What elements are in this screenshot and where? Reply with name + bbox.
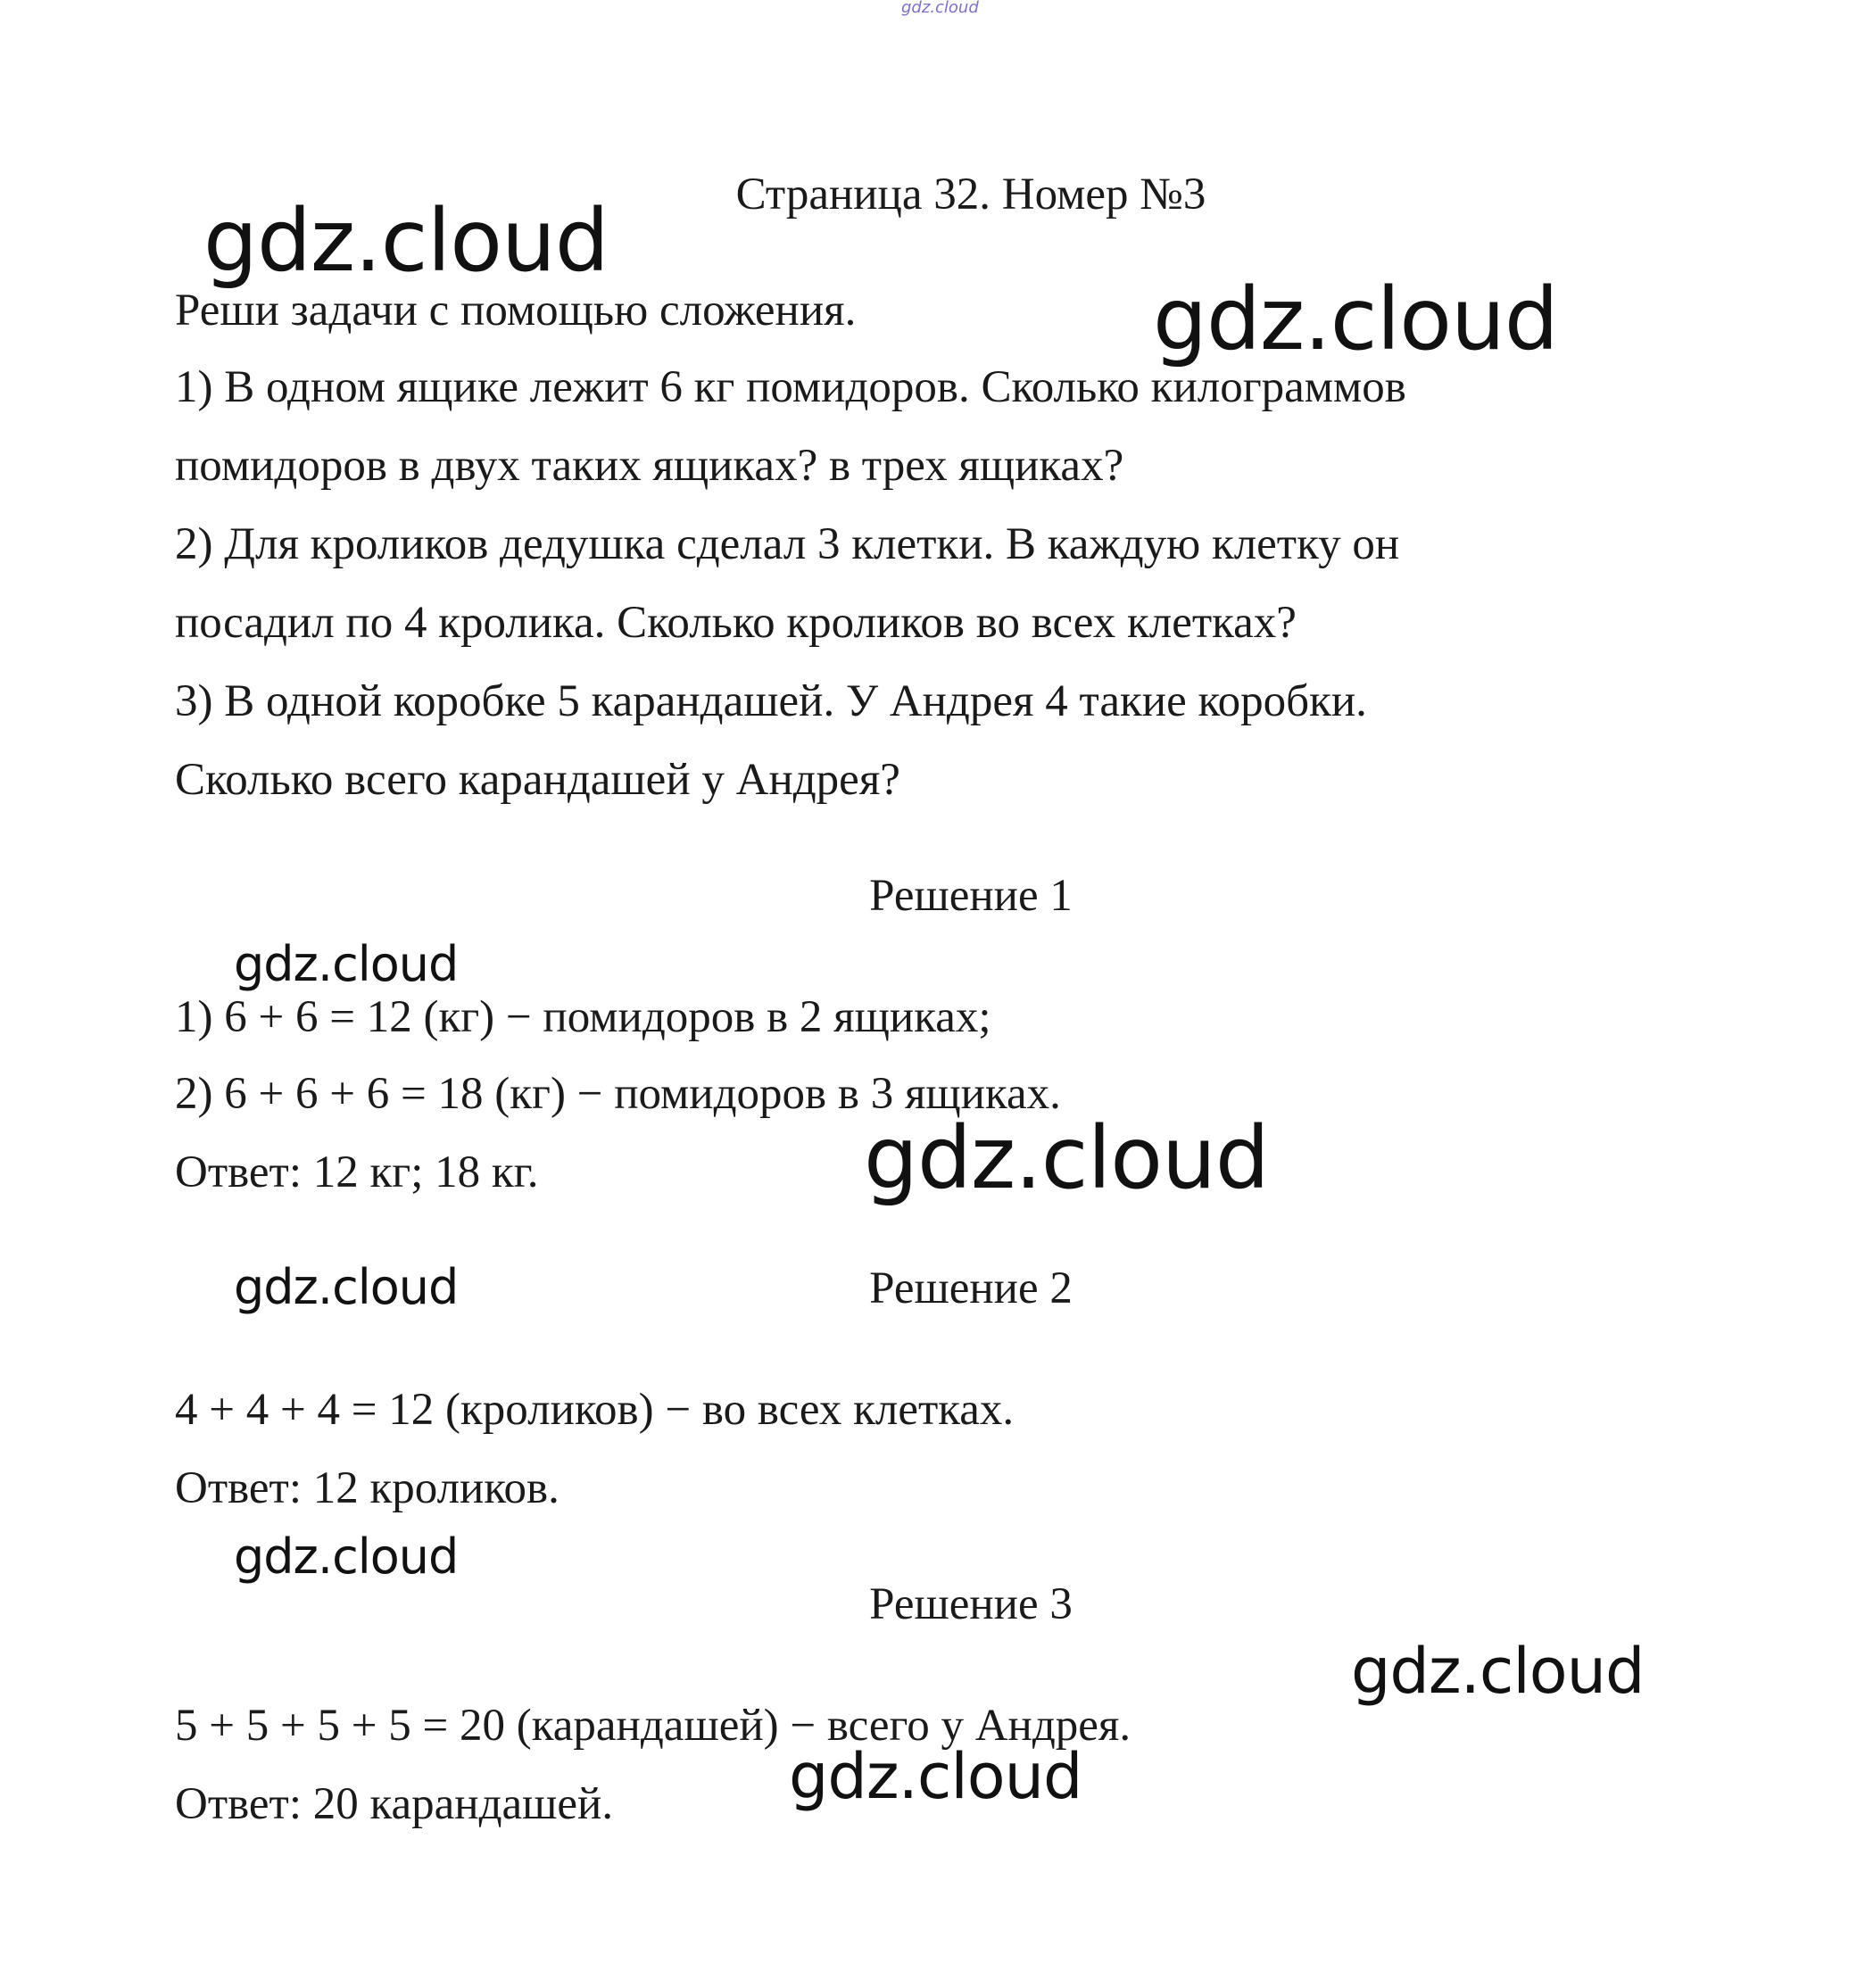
solution-answer: Ответ: 12 кг; 18 кг. [175, 1147, 539, 1197]
watermark: gdz.cloud [864, 1108, 1269, 1208]
task-intro: Реши задачи с помощью сложения. [175, 286, 857, 335]
watermark: gdz.cloud [789, 1740, 1082, 1813]
page-title: Страница 32. Номер №3 [735, 170, 1206, 220]
watermark: gdz.cloud [234, 936, 459, 992]
task-line: 2) Для кроликов дедушка сделал 3 клетки. В каждую клетку он [175, 519, 1400, 569]
solution-line: 5 + 5 + 5 + 5 = 20 (карандашей) − всего у Андрея. [175, 1701, 1131, 1751]
solution-heading: Решение 1 [869, 871, 1073, 921]
solution-answer: Ответ: 12 кроликов. [175, 1463, 560, 1513]
watermark: gdz.cloud [203, 191, 609, 291]
watermark: gdz.cloud [234, 1528, 459, 1585]
solution-line: 2) 6 + 6 + 6 = 18 (кг) − помидоров в 3 ящиках. [175, 1069, 1061, 1119]
task-line: 1) В одном ящике лежит 6 кг помидоров. Сколько килограммов [175, 362, 1406, 412]
solution-line: 4 + 4 + 4 = 12 (кроликов) − во всех клетках. [175, 1385, 1015, 1435]
watermark: gdz.cloud [1153, 269, 1558, 369]
solution-answer: Ответ: 20 карандашей. [175, 1779, 614, 1829]
solution-line: 1) 6 + 6 = 12 (кг) − помидоров в 2 ящиках; [175, 992, 991, 1042]
task-line: посадил по 4 кролика. Сколько кроликов во всех клетках? [175, 598, 1297, 648]
source-watermark: gdz.cloud [901, 0, 979, 17]
watermark: gdz.cloud [234, 1259, 459, 1315]
task-line: помидоров в двух таких ящиках? в трех ящиках? [175, 441, 1124, 491]
solution-heading: Решение 3 [869, 1579, 1073, 1629]
task-line: Сколько всего карандашей у Андрея? [175, 755, 900, 805]
watermark: gdz.cloud [1351, 1635, 1645, 1708]
task-line: 3) В одной коробке 5 карандашей. У Андрея 4 такие коробки. [175, 676, 1367, 726]
solution-heading: Решение 2 [869, 1263, 1073, 1313]
